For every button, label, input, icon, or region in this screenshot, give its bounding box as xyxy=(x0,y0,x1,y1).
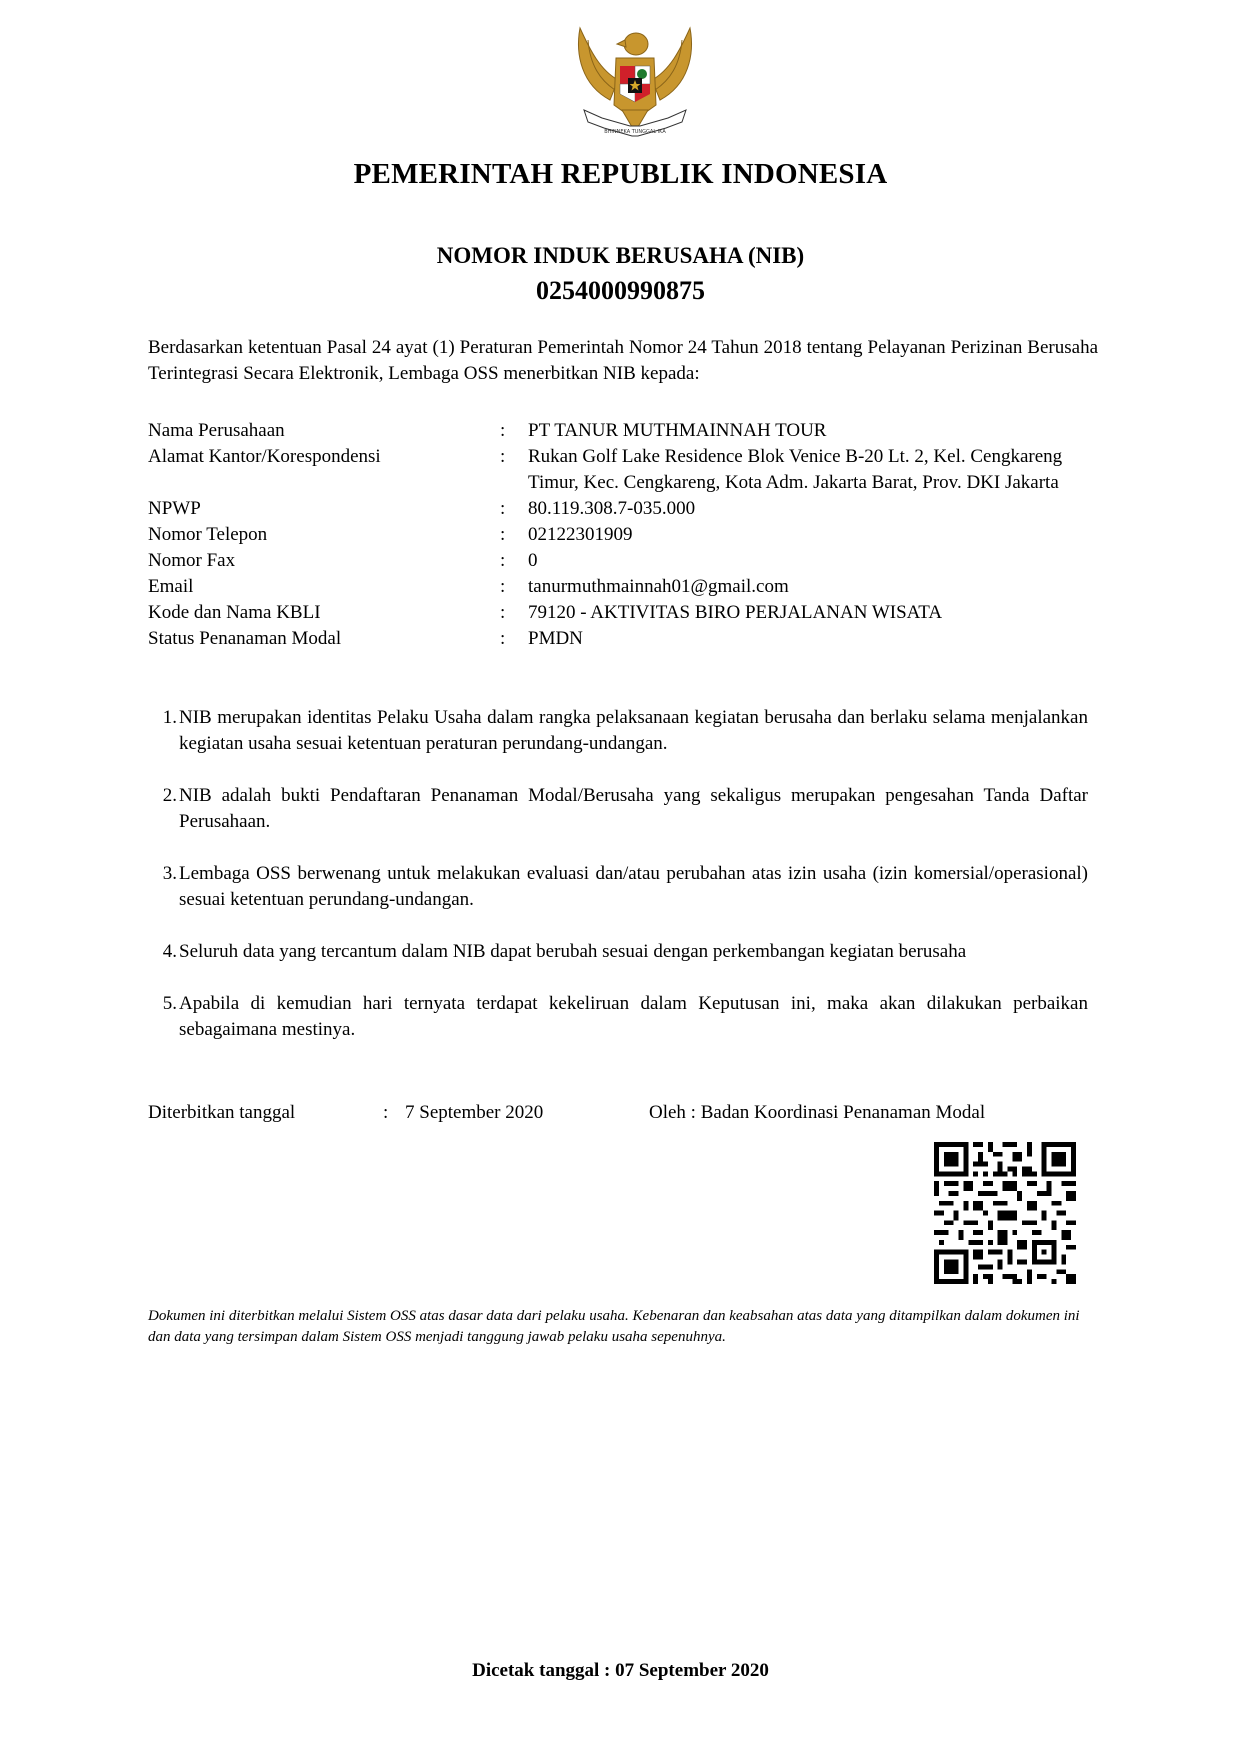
provision-text: Seluruh data yang tercantum dalam NIB dapat berubah sesuai dengan perkembangan kegiatan berusaha xyxy=(179,941,967,962)
provision-text: NIB merupakan identitas Pelaku Usaha dalam rangka pelaksanaan kegiatan berusaha dan berlaku selama menjalankan kegiatan usaha sesuai ketentuan peraturan perundang-undangan. xyxy=(179,707,1088,754)
field-value: PT TANUR MUTHMAINNAH TOUR xyxy=(528,420,827,441)
provision-number: 5. xyxy=(162,993,177,1014)
field-label: Nomor Telepon xyxy=(148,524,268,545)
issued-label: Diterbitkan tanggal xyxy=(148,1102,296,1123)
field-address xyxy=(148,444,1098,496)
field-colon: : xyxy=(500,524,506,545)
issuer: Oleh : Badan Koordinasi Penanaman Modal xyxy=(649,1102,986,1123)
issued-date: 7 September 2020 xyxy=(405,1102,544,1123)
issuance-info xyxy=(148,1100,1098,1126)
field-colon: : xyxy=(500,628,506,649)
field-value: tanurmuthmainnah01@gmail.com xyxy=(528,576,789,597)
field-label: Status Penanaman Modal xyxy=(148,628,342,649)
field-colon: : xyxy=(500,576,506,597)
field-value: 80.119.308.7-035.000 xyxy=(528,498,696,519)
field-label: Nomor Fax xyxy=(148,550,236,571)
provision-number: 4. xyxy=(162,941,177,962)
field-email xyxy=(148,574,1098,600)
field-fax xyxy=(148,548,1098,574)
field-value: PMDN xyxy=(528,628,583,649)
government-title: PEMERINTAH REPUBLIK INDONESIA xyxy=(353,158,888,190)
field-colon: : xyxy=(500,550,506,571)
field-colon: : xyxy=(500,420,506,441)
printed-date: Dicetak tanggal : 07 September 2020 xyxy=(472,1660,769,1681)
field-label: Kode dan Nama KBLI xyxy=(148,602,321,623)
garuda-emblem-icon xyxy=(570,10,700,145)
field-kbli xyxy=(148,600,1098,626)
field-label: Alamat Kantor/Korespondensi xyxy=(148,446,381,467)
field-label: Nama Perusahaan xyxy=(148,420,285,441)
provision-item xyxy=(148,783,1088,835)
intro-paragraph: Berdasarkan ketentuan Pasal 24 ayat (1) Peraturan Pemerintah Nomor 24 Tahun 2018 tentang Pelayanan Perizinan Berusaha Terintegrasi Secara Elektronik, Lembaga OSS menerbitkan NIB kepada: xyxy=(148,337,1098,384)
provision-item xyxy=(148,939,1088,965)
field-value: 0 xyxy=(528,550,538,571)
field-phone xyxy=(148,522,1098,548)
provision-item xyxy=(148,705,1088,757)
provision-item xyxy=(148,861,1088,913)
provision-number: 1. xyxy=(162,707,177,728)
field-value: 79120 - AKTIVITAS BIRO PERJALANAN WISATA xyxy=(528,602,943,623)
provision-text: Lembaga OSS berwenang untuk melakukan evaluasi dan/atau perubahan atas izin usaha (izin komersial/operasional) sesuai ketentuan perundang-undangan. xyxy=(179,863,1088,910)
disclaimer-text: Dokumen ini diterbitkan melalui Sistem OSS atas dasar data dari pelaku usaha. Kebenaran dan keabsahan atas data yang ditampilkan dalam dokumen ini dan data yang tersimpan dalam Sistem OSS menjadi tanggung jawab pelaku usaha sepenuhnya. xyxy=(148,1308,1080,1345)
svg-text:BHINNEKA TUNGGAL IKA: BHINNEKA TUNGGAL IKA xyxy=(604,129,666,135)
provision-number: 2. xyxy=(162,785,177,806)
qr-code-icon xyxy=(934,1142,1076,1284)
nib-number: 0254000990875 xyxy=(536,276,705,305)
field-label: NPWP xyxy=(148,498,201,519)
issued-colon: : xyxy=(383,1102,389,1123)
field-colon: : xyxy=(500,602,506,623)
document-type-title: NOMOR INDUK BERUSAHA (NIB) xyxy=(436,243,805,268)
provisions-list xyxy=(148,705,1088,1043)
provision-text: NIB adalah bukti Pendaftaran Penanaman Modal/Berusaha yang sekaligus merupakan pengesahan Tanda Daftar Perusahaan. xyxy=(179,785,1088,832)
field-npwp xyxy=(148,496,1098,522)
provision-text: Apabila di kemudian hari ternyata terdapat kekeliruan dalam Keputusan ini, maka akan dilakukan perbaikan sebagaimana mestinya. xyxy=(179,993,1088,1040)
field-value: 02122301909 xyxy=(528,524,633,545)
field-colon: : xyxy=(500,446,506,467)
provision-item xyxy=(148,991,1088,1043)
field-value: Rukan Golf Lake Residence Blok Venice B-20 Lt. 2, Kel. Cengkareng Timur, Kec. Cengkareng, Kota Adm. Jakarta Barat, Prov. DKI Jakarta xyxy=(528,446,1063,493)
field-colon: : xyxy=(500,498,506,519)
field-investment-status xyxy=(148,626,1098,652)
field-label: Email xyxy=(148,576,194,597)
field-company-name xyxy=(148,418,1098,444)
provision-number: 3. xyxy=(162,863,177,884)
company-details xyxy=(148,418,1098,652)
